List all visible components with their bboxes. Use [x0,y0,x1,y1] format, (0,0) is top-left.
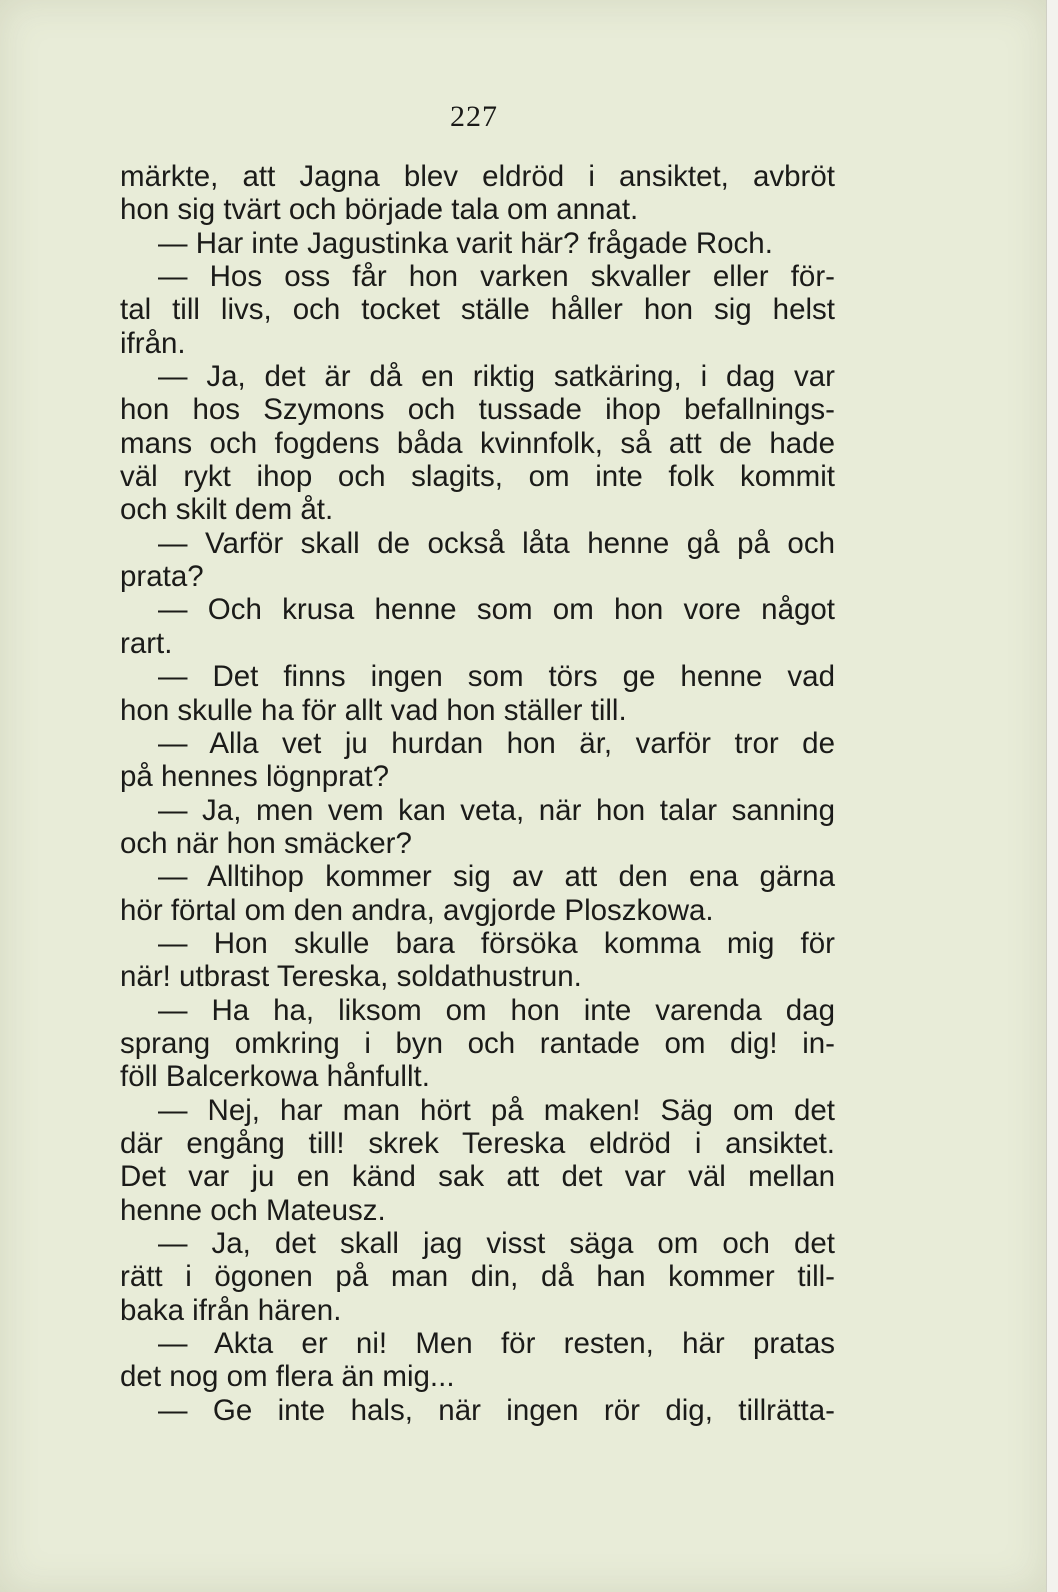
text-line: — Alltihop kommer sig av att den ena gärna [158,860,835,894]
text-line: prata? [120,560,204,594]
text-line: — Ja, men vem kan veta, när hon talar sanning [158,793,835,827]
text-line: hon skulle ha för allt vad hon ställer till. [120,693,627,727]
text-line: — Alla vet ju hurdan hon är, varför tror de [158,726,835,760]
text-line: märkte, att Jagna blev eldröd i ansiktet, avbröt [120,160,835,193]
text-line: hon sig tvärt och började tala om annat. [120,193,639,227]
body-text [120,160,835,1427]
text-line: när! utbrast Tereska, soldathustrun. [120,960,582,994]
text-line: — Ja, det skall jag visst säga om och det [158,1227,835,1260]
text-line: baka ifrån hären. [120,1293,342,1327]
text-line: — Ha ha, liksom om hon inte varenda dag [158,993,835,1027]
text-line: — Det finns ingen som törs ge henne vad [158,660,835,694]
text-line: väl rykt ihop och slagits, om inte folk kommit [120,460,835,494]
text-line: — Och krusa henne som om hon vore något [158,593,835,627]
text-line: rätt i ögonen på man din, då han kommer till- [120,1260,835,1294]
text-line: — Ge inte hals, när ingen rör dig, tillrätta- [158,1393,835,1427]
page-edge [1046,0,1058,1592]
text-line: — Har inte Jagustinka varit här? frågade Roch. [158,226,773,260]
text-line: och skilt dem åt. [120,493,334,527]
text-line: sprang omkring i byn och rantade om dig! in- [120,1026,835,1060]
text-line: — Nej, har man hört på maken! Säg om det [158,1093,835,1127]
text-line: henne och Mateusz. [120,1193,386,1227]
text-line: på hennes lögnprat? [120,760,390,794]
text-line: — Varför skall de också låta henne gå på och [158,526,835,560]
text-line: mans och fogdens båda kvinnfolk, så att de hade [120,426,835,460]
text-line: föll Balcerkowa hånfullt. [120,1060,430,1094]
text-line: rart. [120,626,173,660]
text-line: och när hon smäcker? [120,826,412,860]
text-line: ifrån. [120,326,186,360]
text-line: — Akta er ni! Men för resten, här pratas [158,1327,835,1361]
text-line: Det var ju en känd sak att det var väl mellan [120,1160,835,1194]
text-line: där engång till! skrek Tereska eldröd i ansiktet. [120,1126,835,1160]
text-line: — Hos oss får hon varken skvaller eller för- [158,260,835,294]
text-line: — Hon skulle bara försöka komma mig för [158,926,835,960]
text-line: det nog om flera än mig... [120,1360,455,1394]
text-line: — Ja, det är då en riktig satkäring, i dag var [158,360,835,394]
text-line: hör förtal om den andra, avgjorde Ploszkowa. [120,893,714,927]
page-number: 227 [450,100,498,133]
text-line: tal till livs, och tocket ställe håller hon sig helst [120,293,835,327]
text-line: hon hos Szymons och tussade ihop befallnings- [120,393,835,427]
